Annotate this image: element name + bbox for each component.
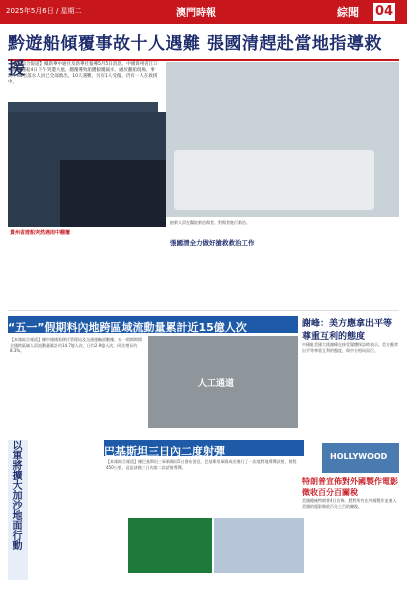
tariff-body: 中國駐美國大使謝峰在接受媒體採訪時表示，美方應拿出平等尊重互利的態度，與中方相向而行。 [302,342,398,353]
hospital-bed [174,150,374,210]
festival-band [8,316,298,333]
missile-launch-photo [214,518,304,573]
tariff-title: 謝峰：美方應拿出平等尊重互利的態度 [302,319,393,342]
festival-body: 【本報綜合報道】據中國國家移民管理局及交通運輸部數據，五一假期期間全國跨區域人員流動量累計約14.7億人次，日均2.9億人次，同比增長約8.3%。 [10,337,142,353]
hollywood-title: 特朗普宣佈對外國製作電影徵收百分百關稅 [302,477,398,497]
channel-sign: 人工通道 [198,379,235,389]
lead-paragraph: 【本報綜合報道】據新華中通社及新華社報導5月5日消息，中國貴州省江口至龔灘運船4日下午突遭大風，翻覆導致船體傾覆漏水，處於翻船現場，事故中84名落水人員已全部救出，10人遇難，另有1人受傷，仍有一人在救援中。 [8,62,158,85]
page-number: 04 [374,4,394,19]
hollywood-body: 美國總統特朗普4日宣佈，將對所有在外國製作並進入美國的電影徵收百分之百的關稅。 [302,498,397,509]
pakistan-body: 【本報綜合報道】據巴基斯坦三軍新聞局5日發布消息，巴基斯坦軍隊成功進行了一次地對地導彈試射，射程450公里，這是該國三日內第二次試射導彈。 [106,459,297,470]
gaza-headline: 以軍將擴大加沙地面行動 [10,440,21,550]
main-headline: 黔遊船傾覆事故十人遇難 張國清趕赴當地指導救援 [8,34,382,79]
night-rescue-photo [60,160,166,227]
pakistan-band [104,440,304,456]
issue-date: 2025年5月6日 / 星期二 [6,7,82,15]
hollywood-block [302,476,399,536]
festival-headline: “五一”假期料內地跨區域流動量累計近15億人次 [8,321,247,334]
section-divider [8,310,399,311]
page-header-bar [0,0,407,24]
article-subhead: 張國清全力做好搶救救治工作 [170,239,255,247]
pakistan-flag-photo [128,518,212,573]
pakistan-headline: 巴基斯坦三日內二度射彈 [104,445,225,458]
rescue-caption: 貴州省遊船突然遇雨中翻覆 [10,230,71,236]
gaza-vertical-headline-box [8,440,28,580]
newspaper-masthead: 澳門時報 [176,8,216,19]
section-name: 綜聞 [337,6,359,19]
tariff-column [302,316,399,441]
hospital-caption: 搶救人員在醫院救治傷者，對傷者進行救治。 [170,220,250,225]
hollywood-sign: HOLLYWOOD [330,452,388,461]
boat-photo [8,102,158,112]
